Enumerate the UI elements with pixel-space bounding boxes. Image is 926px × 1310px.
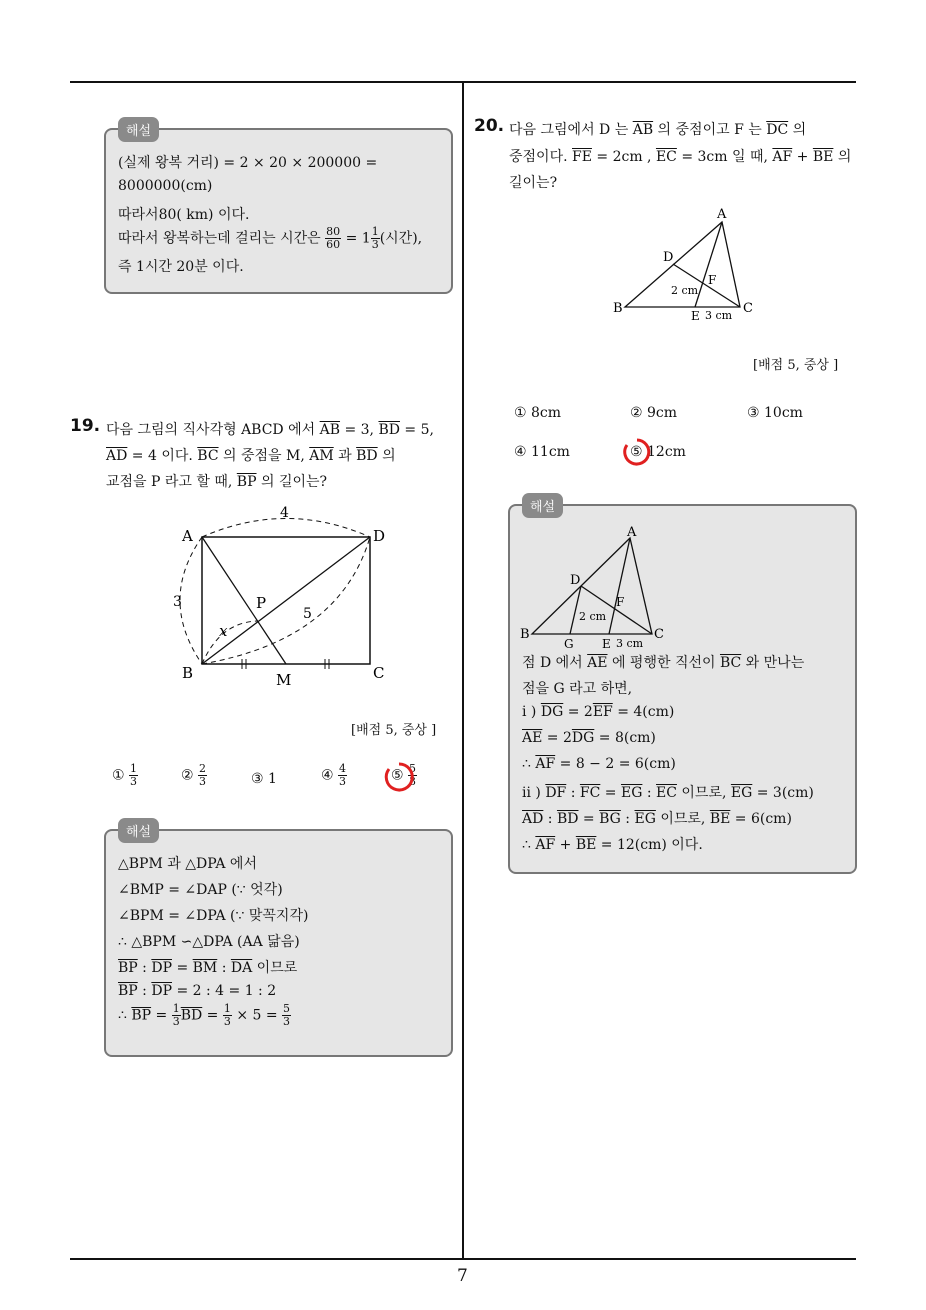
q19-figure [160,500,400,695]
sol18-line-3: 따라서80( km) 이다. [118,207,250,223]
label-B: B [182,664,194,682]
q20-choice-5[interactable]: ⑤ 12cm [630,444,686,460]
label-G: G [564,637,574,649]
q19-line-2: $\overline{AD} = 4$ 이다. $\overline{BC}$ 의 중점을 M, $\overline{AM}$ 과 $\overline{BD}$ 의 [106,448,396,464]
label-A: A [717,207,727,222]
solution-20-box [508,504,857,874]
fraction: $\frac{1}{3}$ [371,225,379,251]
q20-choice-1[interactable]: ① 8cm [514,405,562,421]
q19-points: [배점 5, 중상 ] [351,723,437,738]
q19-choice-1[interactable]: ① $\frac{1}{3}$ [112,762,138,788]
label-C: C [373,664,385,682]
label-ec: 3 cm [705,309,733,322]
label-F: F [616,595,625,609]
label-M: M [276,671,292,689]
label-A: A [627,525,637,540]
sol19-line-7: ∴ $\overline{BP}$ = $\frac{1}{3}$ $\overline{BD}$ = $\frac{1}{3}$ × 5 = $\frac{5}{3}$ [118,1002,291,1028]
sol20-line-1: 점 D 에서 $\overline{AE}$ 에 평행한 직선이 $\overline{BC}$ 와 만나는 [522,655,805,671]
sol20-line-4: $\overline{AE} = 2\overline{DG} = 8(cm)$ [522,730,656,746]
label-fe: 2 cm [671,284,699,297]
label-P: P [256,594,267,612]
label-ec: 3 cm [616,637,644,649]
label-D: D [570,573,581,588]
label-D: D [663,250,674,265]
sol18-line-5: 즉 1시간 20분 이다. [118,259,244,275]
q19-answer-mark [382,760,416,794]
sol19-line-4: ∴ △BPM ∽△DPA (AA 닮음) [118,934,300,950]
label-A: A [182,527,193,545]
solution-19-tag: 해설 [118,818,159,843]
page-number: 7 [457,1266,468,1286]
column-divider [462,83,464,1259]
label-D: D [373,527,386,545]
label-E: E [602,637,611,649]
label-x: x [219,622,228,640]
label-B: B [520,627,530,642]
solution-20-tag: 해설 [522,493,563,518]
q20-answer-mark [621,436,653,468]
q20-line-3: 길이는? [509,175,558,191]
label-diag-length: 5 [303,606,312,622]
sol18-line-1: (실제 왕복 거리) = 2 × 20 × 200000 = [118,155,378,171]
sol18-line-4: 따라서 왕복하는데 걸리는 시간은 $\frac{80}{60}$ = 1 $\frac{1}{3}$ (시간), [118,225,423,251]
solution-18-tag: 해설 [118,117,159,142]
sol18-line-2: 8000000(cm) [118,178,213,194]
q20-points: [배점 5, 중상 ] [753,358,839,373]
sol20-figure [518,524,688,649]
q20-figure [605,200,765,325]
q19-number: 19. [70,416,101,436]
q19-line-3: 교점을 P 라고 할 때, $\overline{BP}$ 의 길이는? [106,474,328,490]
label-E: E [691,309,700,323]
sol20-line-2: 점을 G 라고 하면, [522,681,633,697]
label-C: C [743,301,753,316]
label-top-length: 4 [280,505,289,521]
q20-line-2: 중점이다. $\overline{FE} = 2cm$ , $\overline{EC} = 3cm$ 일 때, $\overline{AF} + \overline{BE}$ 의 [509,149,852,165]
sol19-line-6: $\overline{BP}$ : $\overline{DP} = 2$ : 4 = 1 : 2 [118,983,277,999]
q20-line-1: 다음 그림에서 D 는 $\overline{AB}$ 의 중점이고 F 는 $\overline{DC}$ 의 [509,122,807,138]
q20-choice-3[interactable]: ③ 10cm [747,405,803,421]
q19-choice-4[interactable]: ④ $\frac{4}{3}$ [321,762,347,788]
label-C: C [654,627,664,642]
q20-number: 20. [474,116,505,136]
solution-19-box [104,829,453,1057]
sol20-line-8: ∴ $\overline{AF} + \overline{BE} = 12(cm)$ 이다. [522,837,703,853]
label-F: F [708,273,717,287]
fraction: $\frac{80}{60}$ [326,225,341,251]
q19-choice-5[interactable]: ⑤ $\frac{5}{3}$ [391,762,417,788]
sol20-line-7: $\overline{AD}$ : $\overline{BD} = \overline{BG}$ : $\overline{EG}$ 이므로, $\overline{BE} = 6(cm)$ [522,811,792,827]
label-fe: 2 cm [579,610,607,623]
sol20-line-3: i ) $\overline{DG} = 2\overline{EF} = 4(cm)$ [522,704,675,720]
sol19-line-1: △BPM 과 △DPA 에서 [118,856,257,872]
sol19-line-5: $\overline{BP}$ : $\overline{DP} = \overline{BM}$ : $\overline{DA}$ 이므로 [118,960,298,976]
q20-choice-2[interactable]: ② 9cm [630,405,678,421]
sol20-line-6: ii ) $\overline{DF}$ : $\overline{FC} = \overline{EG}$ : $\overline{EC}$ 이므로, $\overline{EG} = 3(cm)$ [522,785,814,801]
label-B: B [613,301,623,316]
q19-choice-3[interactable]: ③ 1 [251,771,277,787]
label-left-length: 3 [173,594,182,610]
sol19-line-3: ∠BPM = ∠DPA (∵ 맞꼭지각) [118,908,309,924]
solution-18-box [104,128,453,294]
sol19-line-2: ∠BMP = ∠DAP (∵ 엇각) [118,882,283,898]
q19-choice-2[interactable]: ② $\frac{2}{3}$ [181,762,207,788]
q20-choice-4[interactable]: ④ 11cm [514,444,570,460]
sol20-line-5: ∴ $\overline{AF} = 8 - 2 = 6(cm)$ [522,756,676,772]
bottom-rule [70,1258,856,1260]
q19-line-1: 다음 그림의 직사각형 ABCD 에서 $\overline{AB} = 3$, $\overline{BD} = 5$, [106,422,434,438]
